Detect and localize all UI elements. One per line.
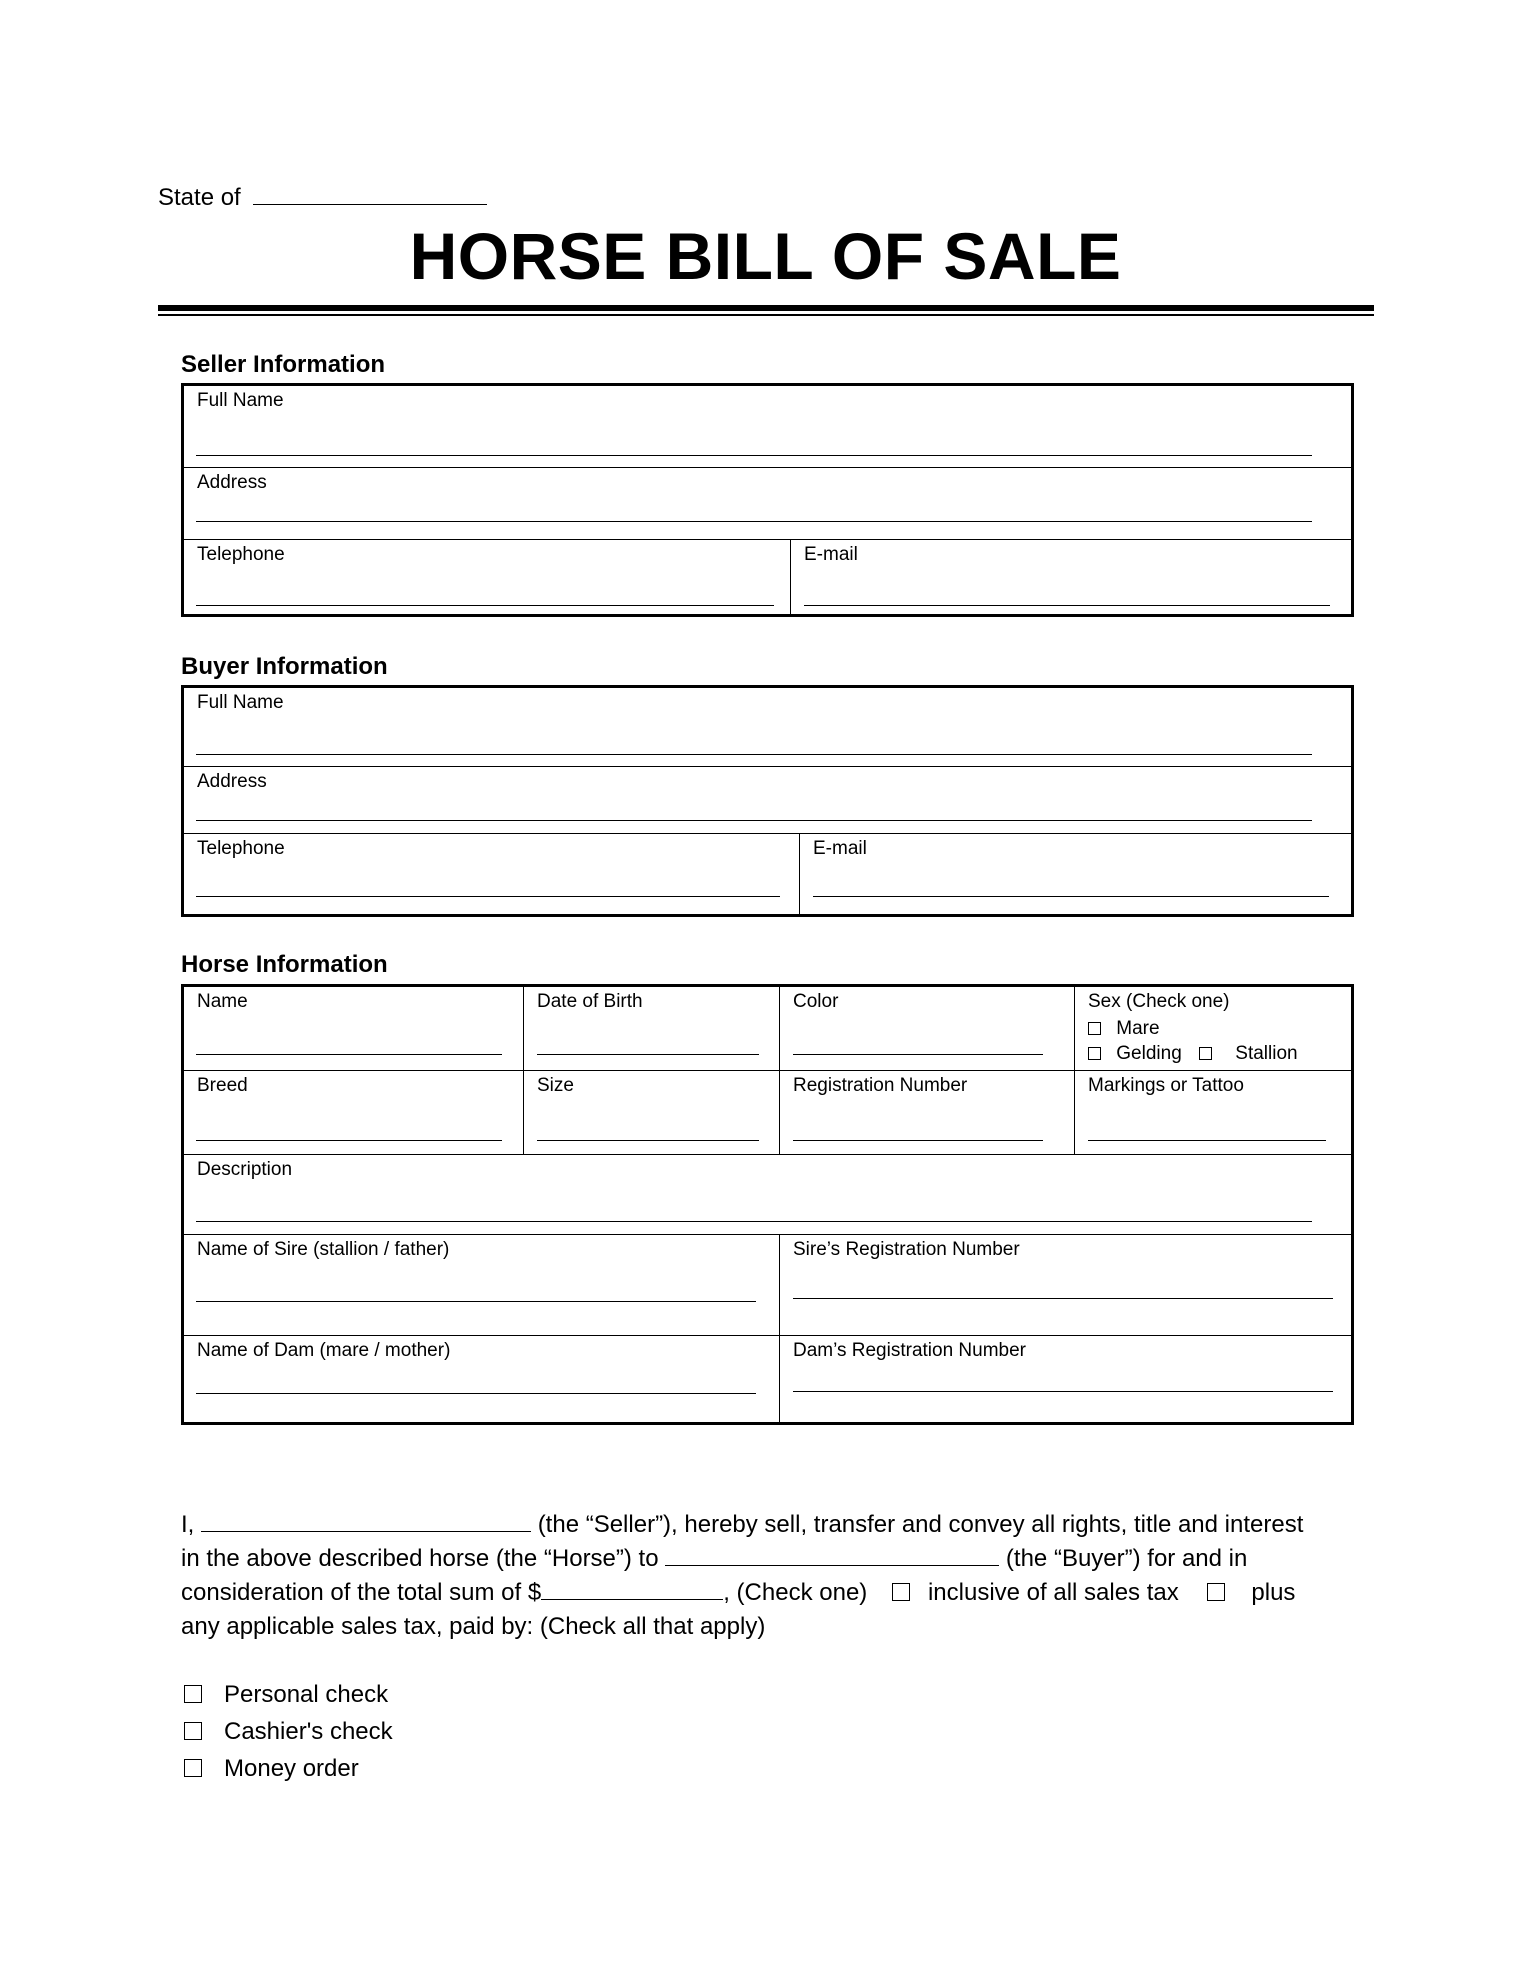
dam-name-field[interactable] bbox=[196, 1393, 756, 1394]
buyer-address-label: Address bbox=[197, 771, 267, 792]
horse-dob-cell bbox=[523, 987, 779, 1070]
payment-cashiers-check[interactable] bbox=[184, 1718, 393, 1746]
sex-option-gelding[interactable] bbox=[1088, 1043, 1182, 1065]
horse-dam-row bbox=[184, 1335, 1351, 1422]
buyer-heading: Buyer Information bbox=[181, 653, 388, 680]
horse-box bbox=[181, 984, 1354, 1425]
buyer-full-name-row bbox=[184, 688, 1351, 766]
horse-sire-row bbox=[184, 1234, 1351, 1335]
buyer-full-name-field[interactable] bbox=[196, 754, 1312, 755]
horse-color-field[interactable] bbox=[793, 1054, 1043, 1055]
horse-dob-field[interactable] bbox=[537, 1054, 759, 1055]
buyer-address-field[interactable] bbox=[196, 820, 1312, 821]
seller-address-field[interactable] bbox=[196, 521, 1312, 522]
buyer-email-cell bbox=[799, 834, 1351, 914]
money-order-checkbox[interactable] bbox=[184, 1759, 202, 1777]
horse-markings-cell bbox=[1074, 1071, 1351, 1154]
dam-name-cell bbox=[184, 1336, 779, 1422]
sire-name-field[interactable] bbox=[196, 1301, 756, 1302]
gelding-checkbox[interactable] bbox=[1088, 1047, 1101, 1060]
horse-dob-label: Date of Birth bbox=[537, 991, 643, 1012]
dam-reg-field[interactable] bbox=[793, 1391, 1333, 1392]
horse-name-field[interactable] bbox=[196, 1054, 502, 1055]
seller-full-name-label: Full Name bbox=[197, 390, 284, 411]
buyer-contact-row bbox=[184, 833, 1351, 914]
plus-tax-checkbox[interactable] bbox=[1207, 1583, 1225, 1601]
agreement-line-1-suffix: (the “Seller”), hereby sell, transfer and convey all rights, title and interest bbox=[537, 1511, 1304, 1538]
horse-row-2 bbox=[184, 1070, 1351, 1154]
plus-tax-label: plus bbox=[1251, 1579, 1296, 1606]
inclusive-tax-label: inclusive of all sales tax bbox=[927, 1579, 1179, 1606]
agreement-paragraph bbox=[181, 1508, 1361, 1644]
seller-full-name-field[interactable] bbox=[196, 455, 1312, 456]
horse-sex-cell bbox=[1074, 987, 1351, 1070]
personal-check-label: Personal check bbox=[224, 1681, 389, 1708]
horse-breed-field[interactable] bbox=[196, 1140, 502, 1141]
sire-reg-label: Sire’s Registration Number bbox=[793, 1239, 1020, 1260]
payment-money-order[interactable] bbox=[184, 1755, 359, 1783]
agreement-line-1 bbox=[181, 1508, 1361, 1542]
horse-size-cell bbox=[523, 1071, 779, 1154]
horse-description-row bbox=[184, 1154, 1351, 1234]
sire-name-cell bbox=[184, 1235, 779, 1335]
dam-name-label: Name of Dam (mare / mother) bbox=[197, 1340, 451, 1361]
sex-option-mare[interactable] bbox=[1088, 1018, 1160, 1040]
agreement-line-2 bbox=[181, 1542, 1361, 1576]
seller-name-blank[interactable] bbox=[201, 1511, 531, 1532]
horse-row-1 bbox=[184, 987, 1351, 1070]
agreement-line-4: any applicable sales tax, paid by: (Check all that apply) bbox=[181, 1613, 766, 1640]
buyer-email-field[interactable] bbox=[813, 896, 1329, 897]
agreement-line-3-prefix: consideration of the total sum of $ bbox=[181, 1579, 542, 1606]
state-label: State of bbox=[158, 184, 241, 211]
cashiers-check-checkbox[interactable] bbox=[184, 1722, 202, 1740]
agreement-line-3 bbox=[181, 1576, 1361, 1610]
horse-breed-label: Breed bbox=[197, 1075, 248, 1096]
horse-name-label: Name bbox=[197, 991, 248, 1012]
title-divider bbox=[158, 305, 1374, 311]
buyer-telephone-field[interactable] bbox=[196, 896, 780, 897]
seller-telephone-label: Telephone bbox=[197, 544, 285, 565]
personal-check-checkbox[interactable] bbox=[184, 1685, 202, 1703]
agreement-line-2-prefix: in the above described horse (the “Horse”) to bbox=[181, 1545, 659, 1572]
buyer-email-label: E-mail bbox=[813, 838, 867, 859]
mare-label: Mare bbox=[1116, 1018, 1160, 1039]
horse-breed-cell bbox=[184, 1071, 523, 1154]
horse-color-label: Color bbox=[793, 991, 839, 1012]
dam-reg-label: Dam’s Registration Number bbox=[793, 1340, 1027, 1361]
buyer-telephone-cell bbox=[184, 834, 799, 914]
seller-telephone-field[interactable] bbox=[196, 605, 774, 606]
horse-size-field[interactable] bbox=[537, 1140, 759, 1141]
horse-registration-label: Registration Number bbox=[793, 1075, 968, 1096]
seller-email-field[interactable] bbox=[804, 605, 1330, 606]
buyer-box bbox=[181, 685, 1354, 917]
seller-email-cell bbox=[790, 540, 1351, 614]
cashiers-check-label: Cashier's check bbox=[224, 1718, 393, 1745]
state-line bbox=[158, 184, 487, 212]
horse-markings-field[interactable] bbox=[1088, 1140, 1326, 1141]
document-title: HORSE BILL OF SALE bbox=[409, 219, 1122, 293]
horse-registration-field[interactable] bbox=[793, 1140, 1043, 1141]
agreement-line-1-prefix: I, bbox=[181, 1511, 195, 1538]
horse-description-label: Description bbox=[197, 1159, 293, 1180]
money-order-label: Money order bbox=[224, 1755, 359, 1782]
stallion-label: Stallion bbox=[1235, 1043, 1298, 1064]
dam-reg-cell bbox=[779, 1336, 1351, 1422]
agreement-check-one: , (Check one) bbox=[723, 1579, 868, 1606]
horse-color-cell bbox=[779, 987, 1074, 1070]
seller-address-label: Address bbox=[197, 472, 267, 493]
state-field[interactable] bbox=[253, 186, 487, 205]
title-divider-thin bbox=[158, 314, 1374, 316]
sex-option-stallion[interactable] bbox=[1199, 1043, 1298, 1065]
buyer-address-row bbox=[184, 766, 1351, 833]
seller-address-row bbox=[184, 467, 1351, 539]
inclusive-tax-checkbox[interactable] bbox=[892, 1583, 910, 1601]
sire-reg-field[interactable] bbox=[793, 1298, 1333, 1299]
horse-markings-label: Markings or Tattoo bbox=[1088, 1075, 1244, 1096]
horse-description-field[interactable] bbox=[196, 1221, 1312, 1222]
buyer-name-blank[interactable] bbox=[665, 1545, 999, 1566]
buyer-telephone-label: Telephone bbox=[197, 838, 285, 859]
buyer-full-name-label: Full Name bbox=[197, 692, 284, 713]
seller-email-label: E-mail bbox=[804, 544, 858, 565]
seller-full-name-row bbox=[184, 386, 1351, 467]
seller-heading: Seller Information bbox=[181, 351, 386, 378]
seller-contact-row bbox=[184, 539, 1351, 614]
seller-telephone-cell bbox=[184, 540, 790, 614]
horse-name-cell bbox=[184, 987, 523, 1070]
horse-sex-label: Sex (Check one) bbox=[1088, 991, 1230, 1012]
payment-personal-check[interactable] bbox=[184, 1681, 388, 1709]
mare-checkbox[interactable] bbox=[1088, 1022, 1101, 1035]
sire-name-label: Name of Sire (stallion / father) bbox=[197, 1239, 450, 1260]
sire-reg-cell bbox=[779, 1235, 1351, 1335]
horse-heading: Horse Information bbox=[181, 951, 388, 978]
agreement-line-2-suffix: (the “Buyer”) for and in bbox=[1005, 1545, 1248, 1572]
seller-box bbox=[181, 383, 1354, 617]
stallion-checkbox[interactable] bbox=[1199, 1047, 1212, 1060]
horse-size-label: Size bbox=[537, 1075, 574, 1096]
horse-registration-cell bbox=[779, 1071, 1074, 1154]
total-sum-blank[interactable] bbox=[541, 1579, 723, 1600]
gelding-label: Gelding bbox=[1116, 1043, 1182, 1064]
